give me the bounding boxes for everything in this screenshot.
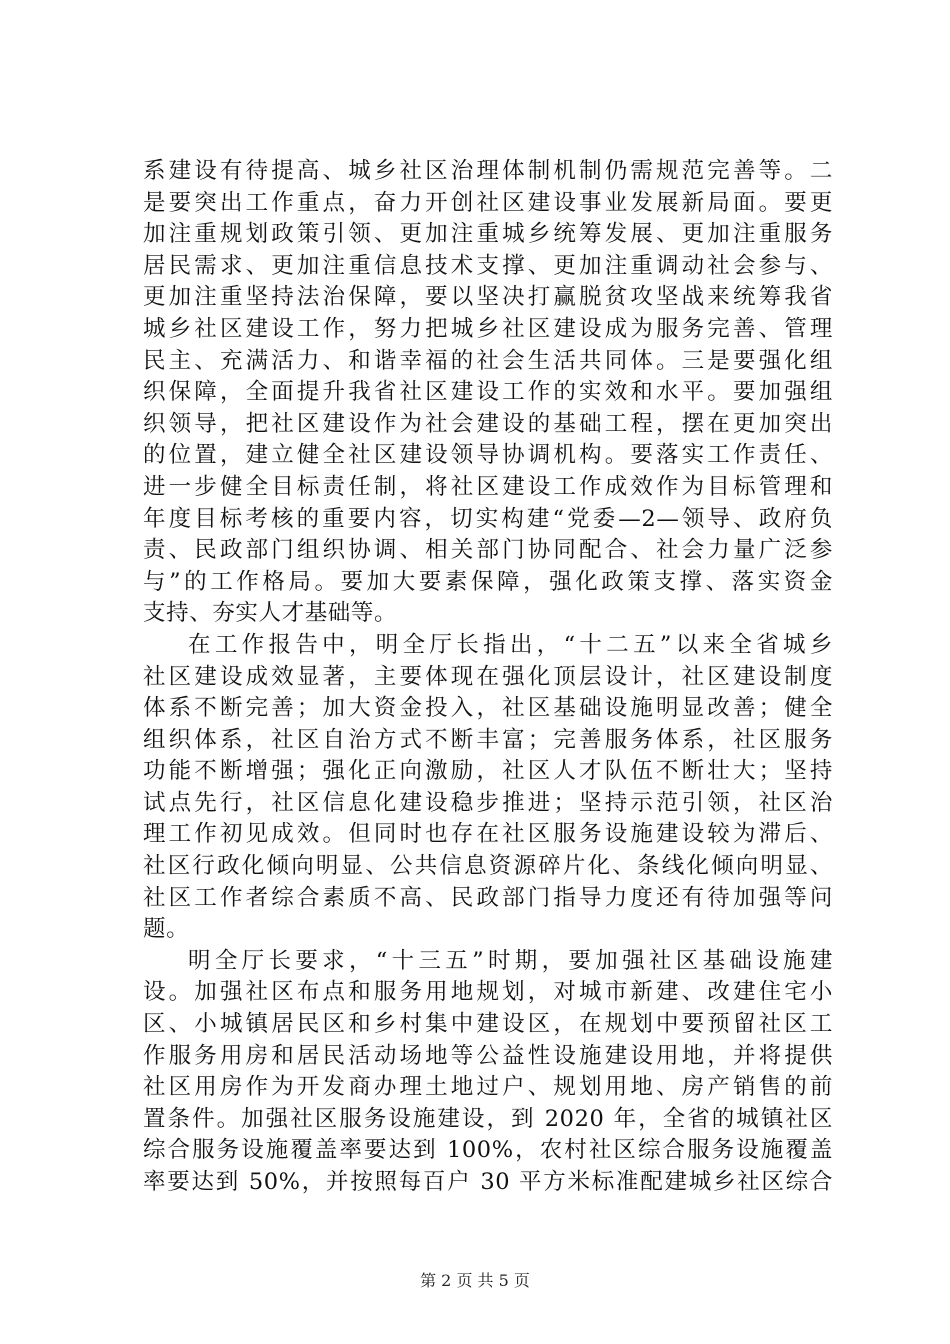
text-line: 系建设有待提高、城乡社区治理体制机制仍需规范完善等。二	[143, 158, 833, 184]
text-line: 试点先行，社区信息化建设稳步推进；坚持示范引领，社区治	[143, 789, 833, 816]
text-line: 题。	[143, 916, 190, 943]
text-line: 民主、充满活力、和谐幸福的社会生活共同体。三是要强化组	[143, 347, 833, 374]
text-line: 社区行政化倾向明显、公共信息资源碎片化、条线化倾向明显、	[143, 853, 833, 880]
text-line: 织领导，把社区建设作为社会建设的基础工程，摆在更加突出	[143, 410, 833, 437]
text-line: 城乡社区建设工作，努力把城乡社区建设成为服务完善、管理	[143, 315, 833, 342]
text-line: 居民需求、更加注重信息技术支撑、更加注重调动社会参与、	[143, 252, 833, 279]
text-line: 加注重规划政策引领、更加注重城乡统筹发展、更加注重服务	[143, 221, 833, 248]
text-line: 社区工作者综合素质不高、民政部门指导力度还有待加强等问	[143, 884, 833, 911]
text-line: 社区用房作为开发商办理土地过户、规划用地、房产销售的前	[143, 1074, 833, 1101]
text-line: 设。加强社区布点和服务用地规划，对城市新建、改建住宅小	[143, 979, 833, 1006]
text-line: 综合服务设施覆盖率要达到 100%，农村社区综合服务设施覆盖	[143, 1137, 833, 1164]
text-line: 更加注重坚持法治保障，要以坚决打赢脱贫攻坚战来统筹我省	[143, 284, 833, 311]
text-line: 织保障，全面提升我省社区建设工作的实效和水平。要加强组	[143, 379, 833, 406]
text-line: 年度目标考核的重要内容，切实构建“党委—2—领导、政府负	[143, 505, 833, 532]
text-line: 组织体系，社区自治方式不断丰富；完善服务体系，社区服务	[143, 726, 833, 753]
text-line: 进一步健全目标责任制，将社区建设工作成效作为目标管理和	[143, 473, 833, 500]
text-line: 是要突出工作重点，奋力开创社区建设事业发展新局面。要更	[143, 189, 833, 216]
text-line: 社区建设成效显著，主要体现在强化顶层设计，社区建设制度	[143, 663, 833, 690]
paragraph-start-line: 明全厅长要求，“十三五”时期，要加强社区基础设施建	[188, 947, 833, 974]
text-line: 作服务用房和居民活动场地等公益性设施建设用地，并将提供	[143, 1042, 833, 1069]
text-line: 理工作初见成效。但同时也存在社区服务设施建设较为滞后、	[143, 821, 833, 848]
text-line: 功能不断增强；强化正向激励，社区人才队伍不断壮大；坚持	[143, 758, 833, 785]
document-body	[143, 156, 833, 1199]
text-line: 置条件。加强社区服务设施建设，到 2020 年，全省的城镇社区	[143, 1105, 833, 1132]
text-line: 率要达到 50%，并按照每百户 30 平方米标准配建城乡社区综合	[143, 1169, 833, 1195]
text-line: 体系不断完善；加大资金投入，社区基础设施明显改善；健全	[143, 695, 833, 722]
text-line: 支持、夯实人才基础等。	[143, 600, 398, 627]
text-line: 的位置，建立健全社区建设领导协调机构。要落实工作责任、	[143, 442, 833, 469]
text-line: 与”的工作格局。要加大要素保障，强化政策支撑、落实资金	[143, 568, 833, 595]
paragraph-start-line: 在工作报告中，明全厅长指出，“十二五”以来全省城乡	[188, 631, 833, 658]
page-footer: 第 2 页 共 5 页	[420, 1271, 530, 1290]
text-line: 责、民政部门组织协调、相关部门协同配合、社会力量广泛参	[143, 537, 833, 564]
text-line: 区、小城镇居民区和乡村集中建设区，在规划中要预留社区工	[143, 1011, 833, 1038]
